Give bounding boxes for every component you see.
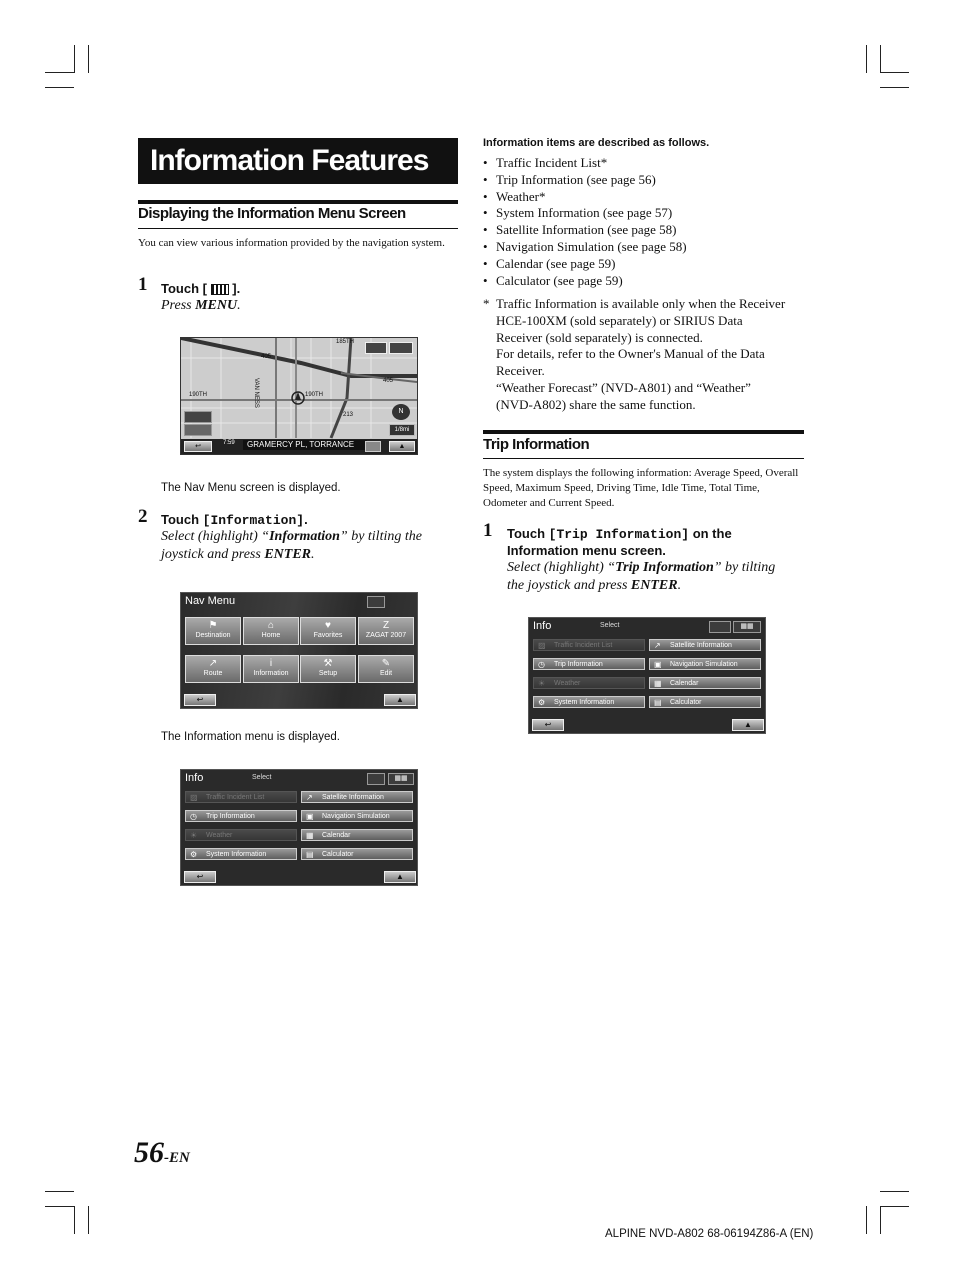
menu-button[interactable]: ▦▦ xyxy=(733,621,761,633)
item-label: System Information xyxy=(554,699,615,706)
street-label: 190TH xyxy=(189,392,208,398)
step-number: 1 xyxy=(138,274,148,295)
item-label: Traffic Incident List xyxy=(206,794,265,801)
note-line: (NVD-A802) share the same function. xyxy=(496,396,696,412)
map-roads xyxy=(181,338,417,454)
list-item: • Calculator (see page 59) xyxy=(483,273,813,290)
page-number xyxy=(134,1136,190,1170)
note-text: ” by tilting the joystick and press xyxy=(161,529,422,562)
list-item: • Traffic Incident List* xyxy=(483,155,813,172)
note-line: HCE-100XM (sold separately) or SIRIUS Data xyxy=(496,312,743,328)
item-label: Trip Information xyxy=(554,661,603,668)
caption-text: screen is displayed. xyxy=(236,482,341,494)
back-button[interactable]: ↩ xyxy=(184,694,216,706)
note-line: Traffic Information is available only when the Receiver xyxy=(496,296,786,311)
list-item: • System Information (see page 57) xyxy=(483,205,813,222)
note-line: Receiver (sold separately) is connected. xyxy=(496,329,703,345)
item-icon: ▨ xyxy=(538,641,546,650)
item-label: Calculator xyxy=(670,699,702,706)
step-instruction xyxy=(161,512,308,529)
key-name: MENU xyxy=(195,298,238,313)
info-item-calculator[interactable] xyxy=(649,696,761,708)
select-label: Select xyxy=(600,622,620,629)
item-icon: ▤ xyxy=(306,850,314,859)
info-item-navigation-simulation[interactable] xyxy=(649,658,761,670)
back-button[interactable]: ↩ xyxy=(532,719,564,731)
intro-text: You can view various information provided by the navigation system. xyxy=(138,237,445,249)
button-name: [Trip Information] xyxy=(548,527,690,542)
back-button[interactable]: ↩ xyxy=(184,441,212,452)
list-item: • Trip Information (see page 56) xyxy=(483,172,813,189)
note-text: the joystick and press xyxy=(507,578,631,593)
info-item-weather[interactable] xyxy=(185,829,297,841)
note-text-block xyxy=(496,296,806,414)
step-text: Information menu screen. xyxy=(507,543,666,558)
items-list xyxy=(483,155,813,289)
step-number: 1 xyxy=(483,520,493,541)
info-item-satellite-information[interactable] xyxy=(649,639,761,651)
road-label: 405 xyxy=(383,378,394,384)
tile-icon: ♥ xyxy=(325,620,331,631)
info-item-system-information[interactable] xyxy=(185,848,297,860)
info-item-traffic-incident-list[interactable] xyxy=(533,639,645,651)
item-icon: ◷ xyxy=(538,660,545,669)
page-number-value: 56 xyxy=(134,1136,164,1169)
tile-label: ZAGAT 2007 xyxy=(365,632,407,639)
item-label: Weather xyxy=(554,680,581,687)
note-text: Select (highlight) “ xyxy=(507,560,616,575)
map-view-button[interactable] xyxy=(365,342,387,354)
screen-title: Info xyxy=(185,772,204,784)
tile-label: Setup xyxy=(318,670,338,677)
trip-description: The system displays the following information: Average Speed, Overall Speed, Maximum Speed, Driving Time, Idle Time, Total Time, Odometer and Current Speed. xyxy=(483,467,799,509)
divider xyxy=(138,200,458,204)
item-label: Navigation Simulation xyxy=(322,813,390,820)
side-button[interactable] xyxy=(184,424,212,436)
menu-button[interactable] xyxy=(389,342,413,354)
item-icon: ⚙ xyxy=(190,850,198,859)
side-button[interactable] xyxy=(184,411,212,423)
item-label: Weather xyxy=(206,832,233,839)
list-item: • Satellite Information (see page 58) xyxy=(483,222,813,239)
info-item-navigation-simulation[interactable] xyxy=(301,810,413,822)
note-marker: * xyxy=(483,296,490,311)
tile-label: Home xyxy=(261,632,281,639)
select-label: Select xyxy=(252,774,272,781)
road-label: 213 xyxy=(343,412,354,418)
figure-caption: The Information menu is displayed. xyxy=(161,731,340,743)
info-menu-screen xyxy=(528,617,766,734)
list-item: • Calendar (see page 59) xyxy=(483,256,813,273)
info-item-weather[interactable] xyxy=(533,677,645,689)
up-button[interactable]: ▲ xyxy=(732,719,764,731)
nav-tile-home[interactable] xyxy=(243,617,299,645)
menu-button[interactable]: ▦▦ xyxy=(388,773,414,785)
item-icon: ▦ xyxy=(306,831,314,840)
divider xyxy=(483,458,804,459)
items-intro: Information items are described as follows. xyxy=(483,137,710,149)
scale-indicator[interactable]: 1/8mi xyxy=(389,424,415,436)
road-label: 405 xyxy=(261,354,272,360)
item-icon: ▣ xyxy=(306,812,314,821)
item-icon: ↗ xyxy=(306,793,313,802)
nav-tile-favorites[interactable] xyxy=(300,617,356,645)
item-icon: ⚙ xyxy=(538,698,546,707)
step-text: Touch xyxy=(161,512,203,527)
item-icon: ☀ xyxy=(190,831,198,840)
tile-icon: ✎ xyxy=(381,658,391,669)
info-item-calculator[interactable] xyxy=(301,848,413,860)
model-code: ALPINE NVD-A802 68-06194Z86-A (EN) xyxy=(605,1228,814,1240)
tile-label: Edit xyxy=(379,670,393,677)
note-text: ” by tilting xyxy=(713,560,776,575)
tile-label: Route xyxy=(203,670,223,677)
map-action-button[interactable] xyxy=(365,441,381,452)
step-text: Touch xyxy=(507,526,549,541)
item-label: Calendar xyxy=(670,680,699,687)
step-text: . xyxy=(304,512,308,527)
address-bar: GRAMERCY PL, TORRANCE xyxy=(243,440,367,450)
key-name: Trip Information xyxy=(615,560,714,575)
info-menu-screen xyxy=(180,769,418,886)
page-suffix: -EN xyxy=(164,1150,190,1166)
up-button[interactable]: ▲ xyxy=(384,694,416,706)
figure-caption xyxy=(161,482,341,494)
compass-icon[interactable]: N xyxy=(392,404,410,420)
item-label: Traffic Incident List xyxy=(554,642,613,649)
screen-title: Info xyxy=(533,620,552,632)
caption-text: The xyxy=(161,482,185,494)
note-text: . xyxy=(237,298,241,313)
up-button[interactable]: ▲ xyxy=(389,441,415,452)
nav-tile-information[interactable] xyxy=(243,655,299,683)
step-instruction xyxy=(161,281,240,297)
step-instruction xyxy=(507,526,797,559)
list-item: • Navigation Simulation (see page 58) xyxy=(483,239,813,256)
button-name: [Information] xyxy=(202,513,305,528)
item-label: Satellite Information xyxy=(322,794,384,801)
tile-icon: ↗ xyxy=(208,658,218,669)
item-label: Calendar xyxy=(322,832,351,839)
key-name: ENTER xyxy=(264,547,311,562)
tile-icon: i xyxy=(269,658,273,669)
item-icon: ▤ xyxy=(654,698,662,707)
nav-tile-zagat-2007[interactable] xyxy=(358,617,414,645)
map-view-button[interactable] xyxy=(367,596,385,608)
section-heading: Displaying the Information Menu Screen xyxy=(138,205,406,222)
nav-tile-destination[interactable] xyxy=(185,617,241,645)
tile-icon: Z xyxy=(382,620,390,631)
item-label: Calculator xyxy=(322,851,354,858)
info-item-trip-information[interactable] xyxy=(533,658,645,670)
key-name: Information xyxy=(269,529,340,544)
section-heading: Trip Information xyxy=(483,436,590,453)
page-title: Information Features xyxy=(138,138,458,184)
item-label: Trip Information xyxy=(206,813,255,820)
step-note xyxy=(161,528,451,564)
tile-icon: ⚑ xyxy=(208,620,218,631)
nav-tile-setup[interactable] xyxy=(300,655,356,683)
note-text: Select (highlight) “ xyxy=(161,529,270,544)
nav-menu-screen xyxy=(180,592,418,709)
step-text: Touch [ xyxy=(161,281,207,296)
divider xyxy=(483,430,804,434)
note-line: For details, refer to the Owner's Manual of the Data xyxy=(496,346,765,362)
screen-title: Nav Menu xyxy=(185,595,236,607)
note-line: “Weather Forecast” (NVD-A801) and “Weather” xyxy=(496,379,751,395)
street-label: VAN NESS xyxy=(253,378,259,408)
menu-icon xyxy=(211,284,229,295)
tile-label: Favorites xyxy=(313,632,343,639)
item-icon: ↗ xyxy=(654,641,661,650)
divider xyxy=(138,228,458,229)
map-view-button[interactable] xyxy=(367,773,385,785)
street-label: 185TH xyxy=(336,339,355,345)
note-text: . xyxy=(311,547,315,562)
tile-icon: ⚒ xyxy=(323,658,333,669)
tile-label: Destination xyxy=(195,632,231,639)
item-label: System Information xyxy=(206,851,267,858)
step-note xyxy=(507,559,797,595)
item-icon: ◷ xyxy=(190,812,197,821)
item-icon: ▣ xyxy=(654,660,662,669)
nav-tile-route[interactable] xyxy=(185,655,241,683)
step-note xyxy=(161,297,241,315)
item-icon: ▦ xyxy=(654,679,662,688)
clock: 7:59 xyxy=(223,440,235,446)
tile-icon: ⌂ xyxy=(267,620,275,631)
map-view-button[interactable] xyxy=(709,621,731,633)
nav-tile-edit[interactable] xyxy=(358,655,414,683)
caption-key: Nav Menu xyxy=(184,482,237,494)
tile-label: Information xyxy=(253,670,289,677)
info-item-satellite-information[interactable] xyxy=(301,791,413,803)
note-text: . xyxy=(677,578,682,593)
info-item-trip-information[interactable] xyxy=(185,810,297,822)
map-screen xyxy=(180,337,418,455)
info-item-calendar[interactable] xyxy=(649,677,761,689)
item-icon: ▨ xyxy=(190,793,198,802)
up-button[interactable]: ▲ xyxy=(384,871,416,883)
note-text: Press xyxy=(161,298,196,313)
step-text: ]. xyxy=(232,281,241,296)
item-label: Navigation Simulation xyxy=(670,661,738,668)
step-number: 2 xyxy=(138,506,148,527)
step-text: on the xyxy=(689,526,732,541)
street-label: 190TH xyxy=(305,392,324,398)
key-name: ENTER xyxy=(630,578,678,593)
info-item-traffic-incident-list[interactable] xyxy=(185,791,297,803)
info-item-calendar[interactable] xyxy=(301,829,413,841)
back-button[interactable]: ↩ xyxy=(184,871,216,883)
item-label: Satellite Information xyxy=(670,642,732,649)
item-icon: ☀ xyxy=(538,679,546,688)
info-item-system-information[interactable] xyxy=(533,696,645,708)
list-item: • Weather* xyxy=(483,189,813,206)
note-line: Receiver. xyxy=(496,363,545,379)
